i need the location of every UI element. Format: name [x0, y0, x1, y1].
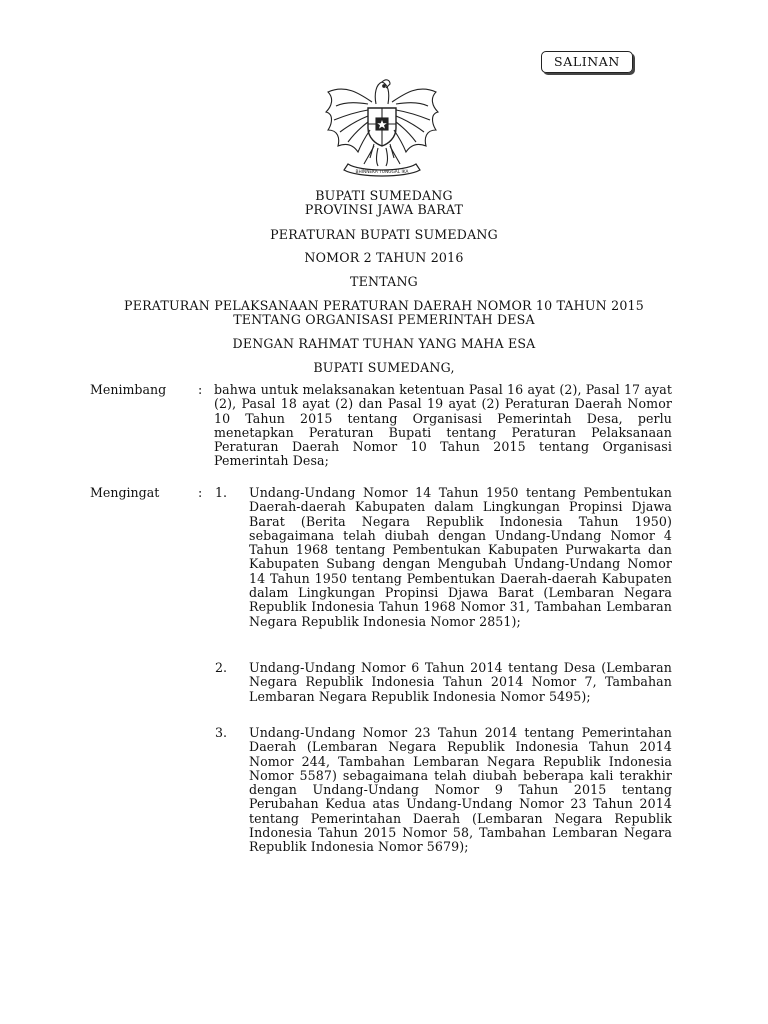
official-title: BUPATI SUMEDANG, [313, 360, 455, 375]
menimbang-colon: : [198, 382, 203, 397]
about-label: TENTANG [350, 274, 418, 289]
list-item-text: Undang-Undang Nomor 6 Tahun 2014 tentang Desa (Lembaran Negara Republik Indonesia Tahun 2014 Nomor 7, Tambahan Lembaran Negara Republik Indonesia Nomor 5495); [249, 660, 672, 704]
menimbang-text: bahwa untuk melaksanakan ketentuan Pasal 16 ayat (2), Pasal 17 ayat (2), Pasal 18 ayat (2) dan Pasal 19 ayat (2) Peraturan Daerah Nomor 10 Tahun 2015 tentang Organisasi Pemerintah Desa, perlu menetapkan Peraturan Bupati tentang Peraturan Pelaksanaan Peraturan Daerah Nomor 10 Tahun 2015 tentang Organisasi Pemerintah Desa; [214, 382, 672, 469]
regulation-title: PERATURAN BUPATI SUMEDANG [270, 227, 498, 242]
province-title: PROVINSI JAWA BARAT [304, 202, 464, 217]
mengingat-colon: : [198, 485, 203, 500]
salinan-stamp: SALINAN [541, 51, 633, 73]
list-item-number: 3. [215, 725, 228, 740]
emblem-motto: BHINNEKA TUNGGAL IKA [355, 170, 409, 175]
regent-title: BUPATI SUMEDANG [315, 188, 453, 203]
list-item-text: Undang-Undang Nomor 14 Tahun 1950 tentang Pembentukan Daerah-daerah Kabupaten dalam Lingkungan Propinsi Djawa Barat (Berita Negara Republik Indonesia Tahun 1950) sebagaimana telah diubah dengan Undang-Undang Nomor 4 Tahun 1968 tentang Pembentukan Kabupaten Purwakarta dan Kabupaten Subang dengan Mengubah Undang-Undang Nomor 14 Tahun 1950 tentang Pembentukan Daerah-daerah Kabupaten dalam Lingkungan Propinsi Djawa Barat (Lembaran Negara Republik Indonesia Tahun 1968 Nomor 31, Tambahan Lembaran Negara Republik Indonesia Nomor 2851); [249, 485, 672, 629]
list-item-number: 1. [215, 485, 228, 500]
list-item-number: 2. [215, 660, 228, 675]
regulation-subject-line1: PERATURAN PELAKSANAAN PERATURAN DAERAH NOMOR 10 TAHUN 2015 [124, 298, 644, 313]
menimbang-label: Menimbang [90, 382, 167, 397]
list-item-text: Undang-Undang Nomor 23 Tahun 2014 tentang Pemerintahan Daerah (Lembaran Negara Republik Indonesia Tahun 2014 Nomor 244, Tambahan Lembaran Negara Republik Indonesia Nomor 5587) sebagaimana telah diubah beberapa kali terakhir dengan Undang-Undang Nomor 9 Tahun 2015 tentang Perubahan Kedua atas Undang-Undang Nomor 23 Tahun 2014 tentang Pemerintahan Daerah (Lembaran Negara Republik Indonesia Tahun 2015 Nomor 58, Tambahan Lembaran Negara Republik Indonesia Nomor 5679); [249, 725, 672, 855]
grace-statement: DENGAN RAHMAT TUHAN YANG MAHA ESA [232, 336, 536, 351]
regulation-subject-line2: TENTANG ORGANISASI PEMERINTAH DESA [233, 312, 535, 327]
garuda-pancasila-emblem-icon [320, 72, 444, 184]
mengingat-label: Mengingat [90, 485, 160, 500]
regulation-number: NOMOR 2 TAHUN 2016 [304, 250, 464, 265]
